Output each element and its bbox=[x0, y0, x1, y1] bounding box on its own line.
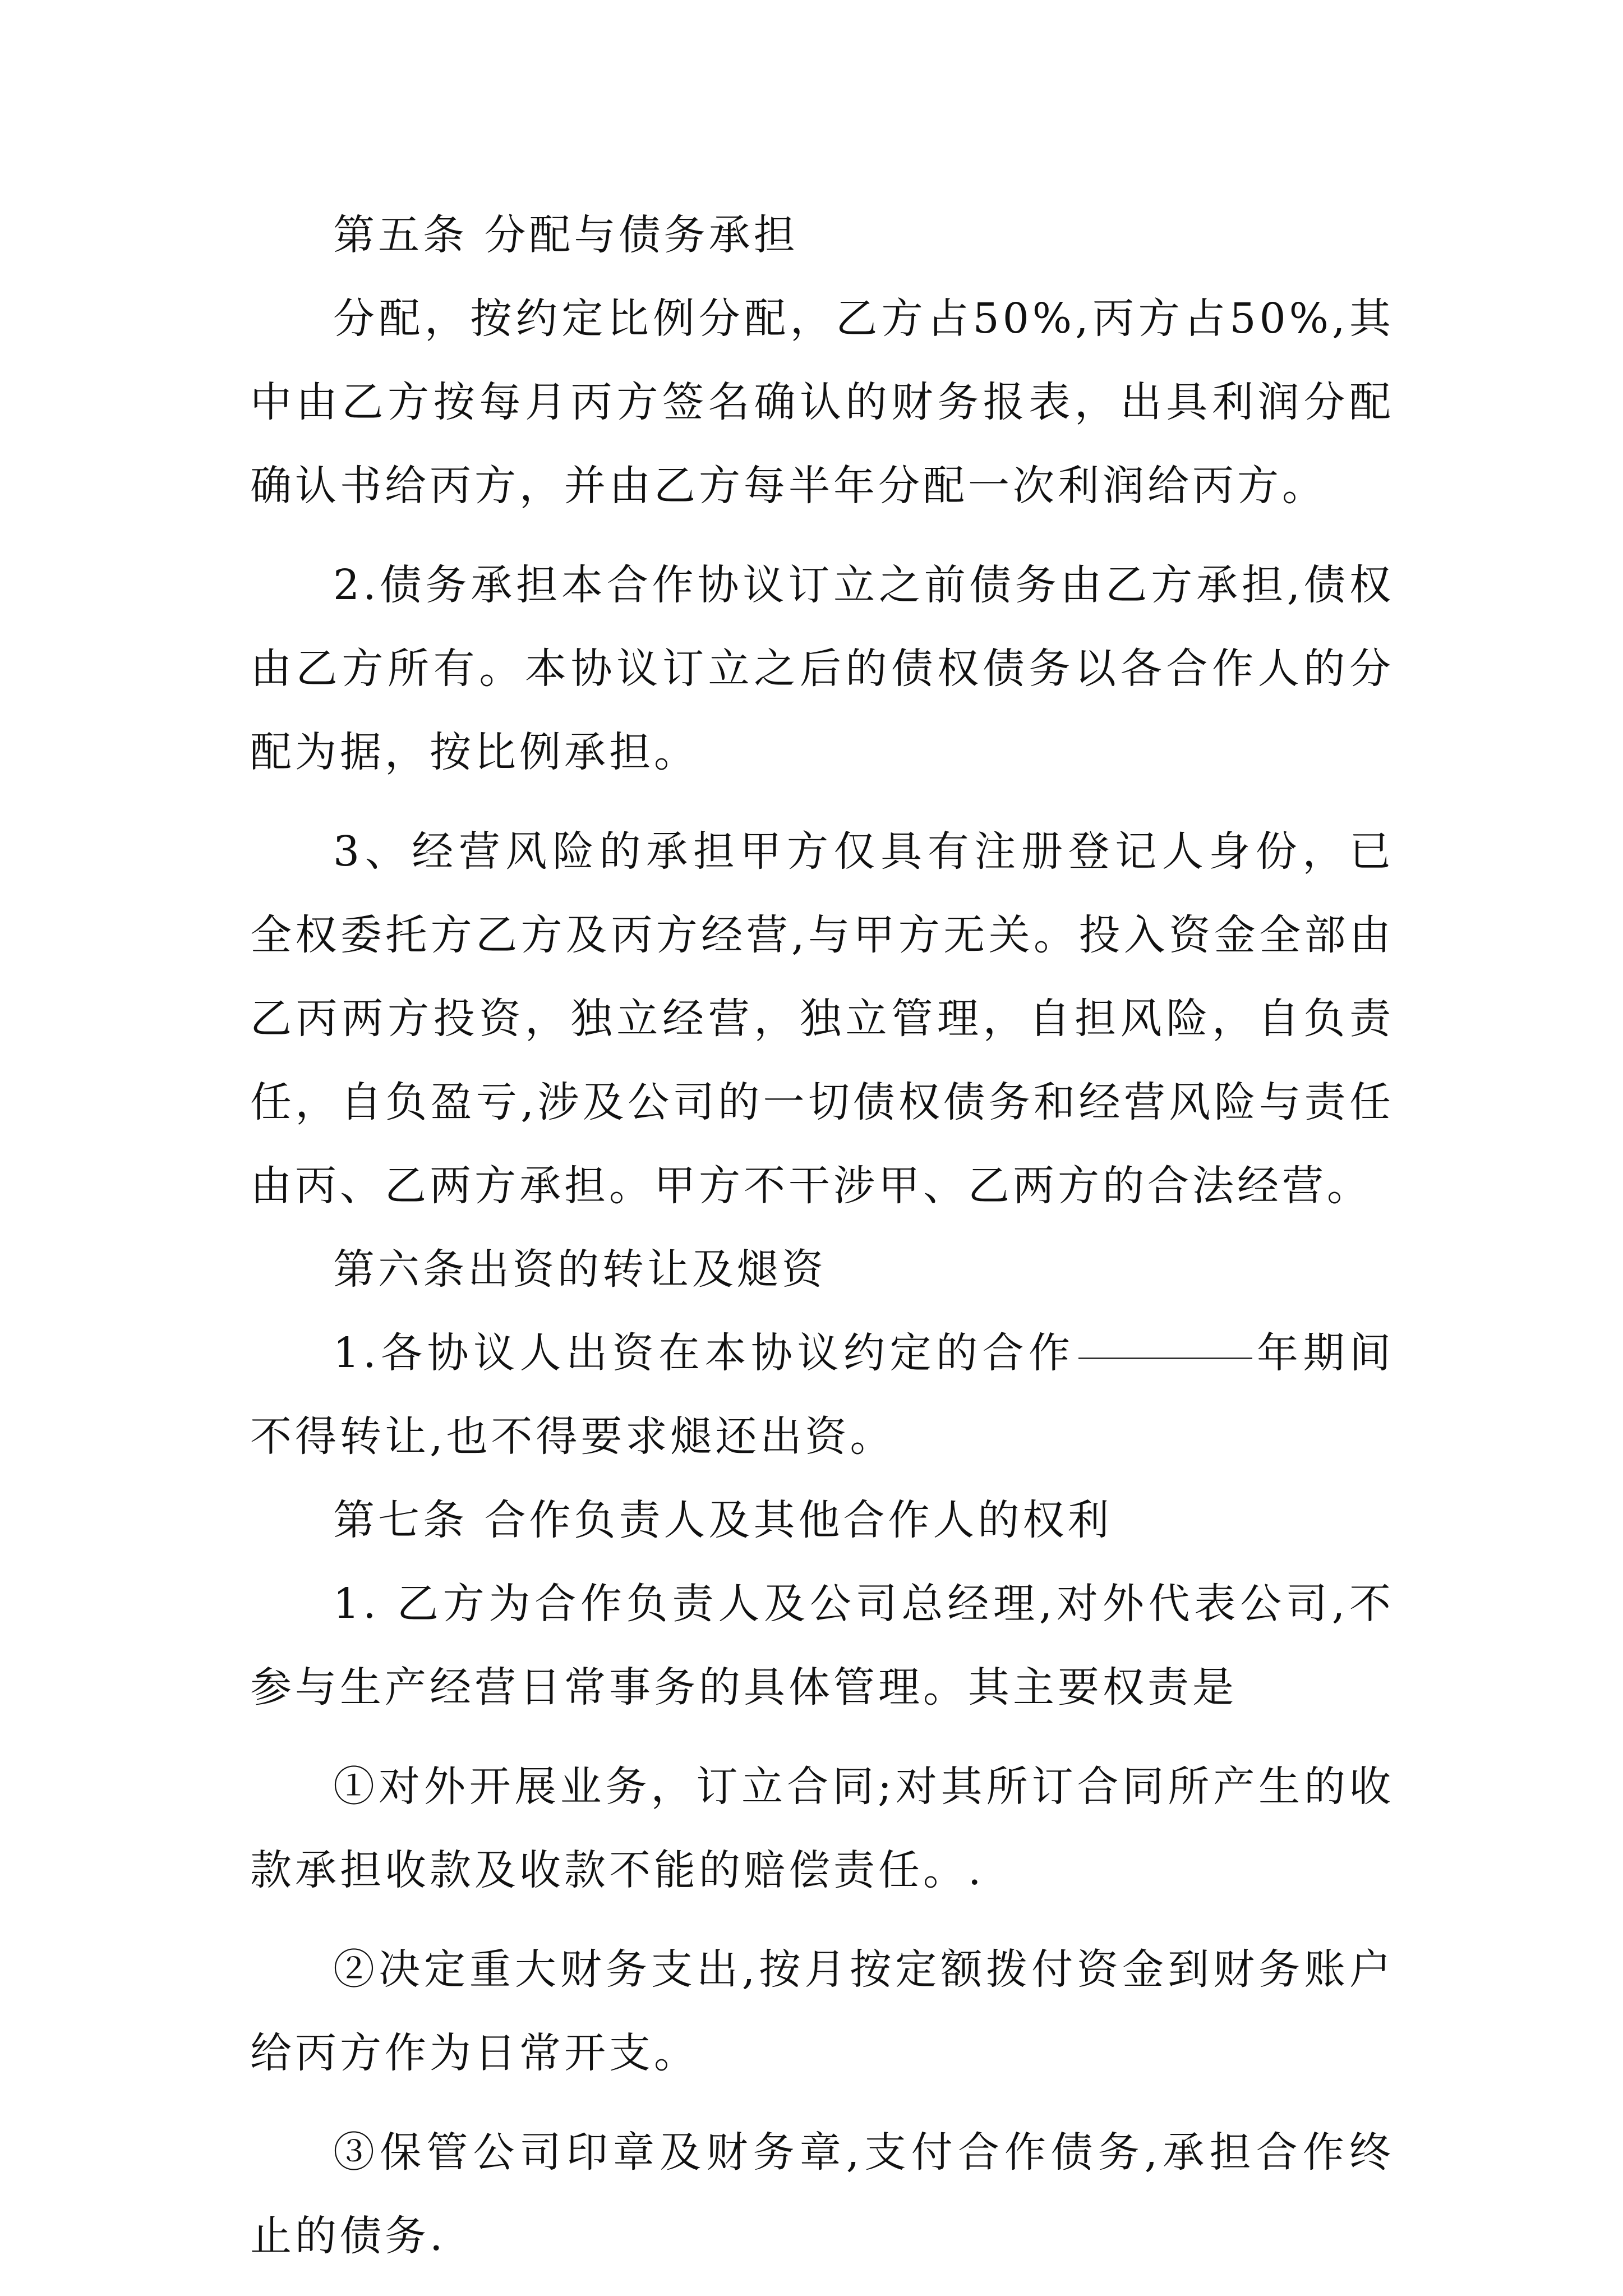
article-6-transfer-paragraph bbox=[250, 1312, 1394, 1479]
article-5-risk-paragraph: 3、经营风险的承担甲方仅具有注册登记人身份，已全权委托方乙方及丙方经营,与甲方无关。投入资金全部由乙丙两方投资，独立经营，独立管理，自担风险，自负责任，自负盈亏,涉及公司的一切债权债务和经营风险与责任由丙、乙两方承担。甲方不干涉甲、乙两方的合法经营。 bbox=[250, 827, 1394, 1210]
article-7-item-2: ②决定重大财务支出,按月按定额拨付资金到财务账户给丙方作为日常开支。 bbox=[250, 1945, 1394, 2077]
fill-in-blank bbox=[1078, 1357, 1252, 1359]
article-7-responsibility-paragraph: 1. 乙方为合作负责人及公司总经理,对外代表公司,不参与生产经营日常事务的具体管理。其主要权责是 bbox=[250, 1580, 1394, 1711]
article-6-text-after-blank: 年期间不得转让,也不得要求煺还出资。 bbox=[250, 1329, 1394, 1461]
article-6-text-before-blank: 1.各协议人出资在本协议约定的合作 bbox=[333, 1329, 1075, 1377]
article-7-item-3: ③保管公司印章及财务章,支付合作债务,承担合作终止的债务. bbox=[250, 2128, 1394, 2260]
article-7-item-1: ①对外开展业务，订立合同;对其所订合同所产生的收款承担收款及收款不能的赔偿责任。. bbox=[250, 1763, 1394, 1894]
article-5-debt-paragraph: 2.债务承担本合作协议订立之前债务由乙方承担,债权由乙方所有。本协议订立之后的债权债务以各合作人的分配为据，按比例承担。 bbox=[250, 561, 1394, 776]
article-5-distribution-paragraph: 分配，按约定比例分配，乙方占50%,丙方占50%,其中由乙方按每月丙方签名确认的财务报表，出具利润分配确认书给丙方，并由乙方每半年分配一次利润给丙方。 bbox=[250, 295, 1394, 510]
article-7-heading: 第七条 合作负责人及其他合作人的权利 bbox=[333, 1496, 1113, 1544]
article-6-heading: 第六条出资的转让及煺资 bbox=[333, 1245, 827, 1294]
document-body bbox=[250, 194, 1394, 2294]
article-5-heading: 第五条 分配与债务承担 bbox=[333, 211, 799, 259]
